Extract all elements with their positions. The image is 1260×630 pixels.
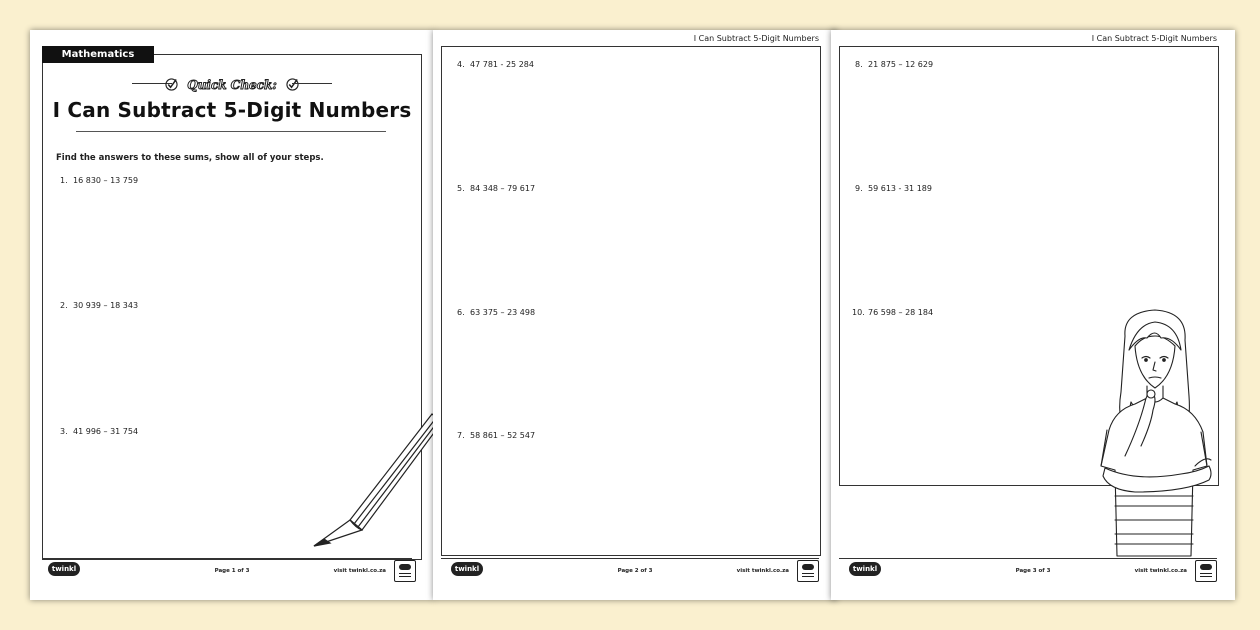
worksheet-page-1 xyxy=(30,30,434,600)
question-text: 41 996 – 31 754 xyxy=(73,427,139,436)
twinkl-logo: twinkl xyxy=(451,562,483,576)
worksheet-page-2 xyxy=(433,30,837,600)
quality-badge-icon xyxy=(1195,560,1217,582)
question-item xyxy=(60,176,138,185)
page-border xyxy=(441,46,821,556)
page-number: Page 3 of 3 xyxy=(1015,568,1051,574)
question-number: 1. xyxy=(60,176,68,185)
question-text: 76 598 – 28 184 xyxy=(868,308,934,317)
checkmark-circle-icon xyxy=(286,78,299,91)
instructions-text: Find the answers to these sums, show all of your steps. xyxy=(56,153,324,163)
page-number: Page 2 of 3 xyxy=(617,568,653,574)
question-number: 3. xyxy=(60,427,68,436)
decor-line-right xyxy=(292,83,332,84)
footer-rule xyxy=(42,558,412,559)
subject-badge: Mathematics xyxy=(42,46,154,63)
footer-rule xyxy=(839,558,1217,559)
question-item xyxy=(457,60,534,69)
question-item xyxy=(457,431,535,440)
checkmark-circle-icon xyxy=(165,78,178,91)
question-number: 10. xyxy=(852,308,865,317)
question-text: 21 875 – 12 629 xyxy=(868,60,934,69)
question-text: 30 939 – 18 343 xyxy=(73,301,139,310)
question-item xyxy=(457,184,535,193)
question-item xyxy=(60,427,138,436)
question-text: 58 861 – 52 547 xyxy=(470,431,536,440)
worksheet-title: I Can Subtract 5-Digit Numbers xyxy=(52,98,412,122)
quality-badge-icon xyxy=(797,560,819,582)
twinkl-logo: twinkl xyxy=(849,562,881,576)
title-underline xyxy=(76,131,386,132)
question-number: 9. xyxy=(855,184,863,193)
page-number: Page 1 of 3 xyxy=(214,568,250,574)
question-item xyxy=(852,308,933,317)
question-number: 7. xyxy=(457,431,465,440)
worksheet-page-3 xyxy=(831,30,1235,600)
question-text: 16 830 – 13 759 xyxy=(73,176,139,185)
question-text: 47 781 - 25 284 xyxy=(470,60,534,69)
question-item xyxy=(855,60,933,69)
question-number: 6. xyxy=(457,308,465,317)
site-url: visit twinkl.co.za xyxy=(736,568,789,574)
pencil-illustration xyxy=(310,402,440,552)
question-item xyxy=(855,184,932,193)
question-text: 63 375 – 23 498 xyxy=(470,308,536,317)
question-number: 4. xyxy=(457,60,465,69)
site-url: visit twinkl.co.za xyxy=(1134,568,1187,574)
quick-check-heading xyxy=(132,74,332,92)
question-number: 8. xyxy=(855,60,863,69)
question-number: 5. xyxy=(457,184,465,193)
site-url: visit twinkl.co.za xyxy=(333,568,386,574)
question-item xyxy=(60,301,138,310)
question-text: 84 348 – 79 617 xyxy=(470,184,536,193)
question-item xyxy=(457,308,535,317)
question-number: 2. xyxy=(60,301,68,310)
footer-rule xyxy=(441,558,819,559)
quick-check-label: Quick Check: xyxy=(187,77,277,92)
quality-badge-icon xyxy=(394,560,416,582)
question-text: 59 613 - 31 189 xyxy=(868,184,932,193)
running-header: I Can Subtract 5-Digit Numbers xyxy=(693,34,819,43)
thinking-girl-illustration xyxy=(1085,306,1225,556)
twinkl-logo: twinkl xyxy=(48,562,80,576)
running-header: I Can Subtract 5-Digit Numbers xyxy=(1091,34,1217,43)
